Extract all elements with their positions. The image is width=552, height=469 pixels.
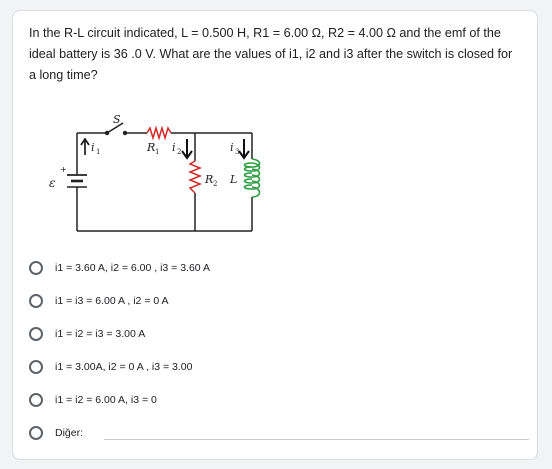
option-3[interactable] (29, 317, 529, 350)
inductor-coil-icon (245, 159, 260, 197)
radio-button-icon[interactable] (29, 360, 43, 374)
current-i3-arrow (239, 139, 249, 158)
radio-button-icon[interactable] (29, 294, 43, 308)
i1-label: i (91, 141, 95, 154)
radio-button-icon[interactable] (29, 393, 43, 407)
switch-label: S (113, 113, 121, 126)
radio-button-icon[interactable] (29, 261, 43, 275)
other-text-input[interactable] (104, 439, 529, 440)
question-card (12, 10, 538, 460)
option-5[interactable] (29, 383, 529, 416)
option-label: i1 = 3.00A, i2 = 0 A , i3 = 3.00 (55, 360, 193, 373)
r2-label: R (205, 173, 214, 186)
r2-resistor-icon (190, 161, 200, 193)
option-other[interactable] (29, 416, 529, 449)
switch-contact-right (123, 131, 127, 135)
question-text: In the R-L circuit indicated, L = 0.500 H, R1 = 6.00 Ω, R2 = 4.00 Ω and the emf of the ideal battery is 36 .0 V. What are the values of i1, i2 and i3 after the switch is closed for a long time? (29, 26, 513, 82)
r1-resistor-icon (147, 128, 171, 138)
radio-button-icon[interactable] (29, 426, 43, 440)
current-i2-arrow (182, 139, 192, 158)
battery-symbol (67, 175, 87, 187)
option-label: i1 = i2 = 6.00 A, i3 = 0 (55, 393, 157, 406)
rl-circuit-diagram (27, 103, 267, 243)
inductor-label: L (230, 173, 238, 186)
i2-subscript: 2 (177, 148, 182, 156)
r1-label: R (147, 141, 156, 154)
option-label: i1 = i3 = 6.00 A , i2 = 0 A (55, 294, 169, 307)
other-label: Diğer: (55, 426, 84, 439)
option-label: i1 = i2 = i3 = 3.00 A (55, 327, 146, 340)
circuit-wires (77, 123, 252, 231)
i1-subscript: 1 (96, 148, 101, 156)
r2-subscript: 2 (213, 180, 218, 188)
i2-label: i (172, 141, 176, 154)
r1-subscript: 1 (155, 148, 160, 156)
option-label: i1 = 3.60 A, i2 = 6.00 , i3 = 3.60 A (55, 261, 210, 274)
option-2[interactable] (29, 284, 529, 317)
option-4[interactable] (29, 350, 529, 383)
current-i1-arrow (81, 139, 89, 155)
switch-contact-left (105, 131, 109, 135)
option-1[interactable] (29, 251, 529, 284)
i3-subscript: 3 (235, 148, 240, 156)
i3-label: i (230, 141, 234, 154)
radio-button-icon[interactable] (29, 327, 43, 341)
answer-options (29, 251, 529, 449)
svg-text:+: + (60, 165, 67, 174)
emf-label: ε (49, 176, 56, 190)
